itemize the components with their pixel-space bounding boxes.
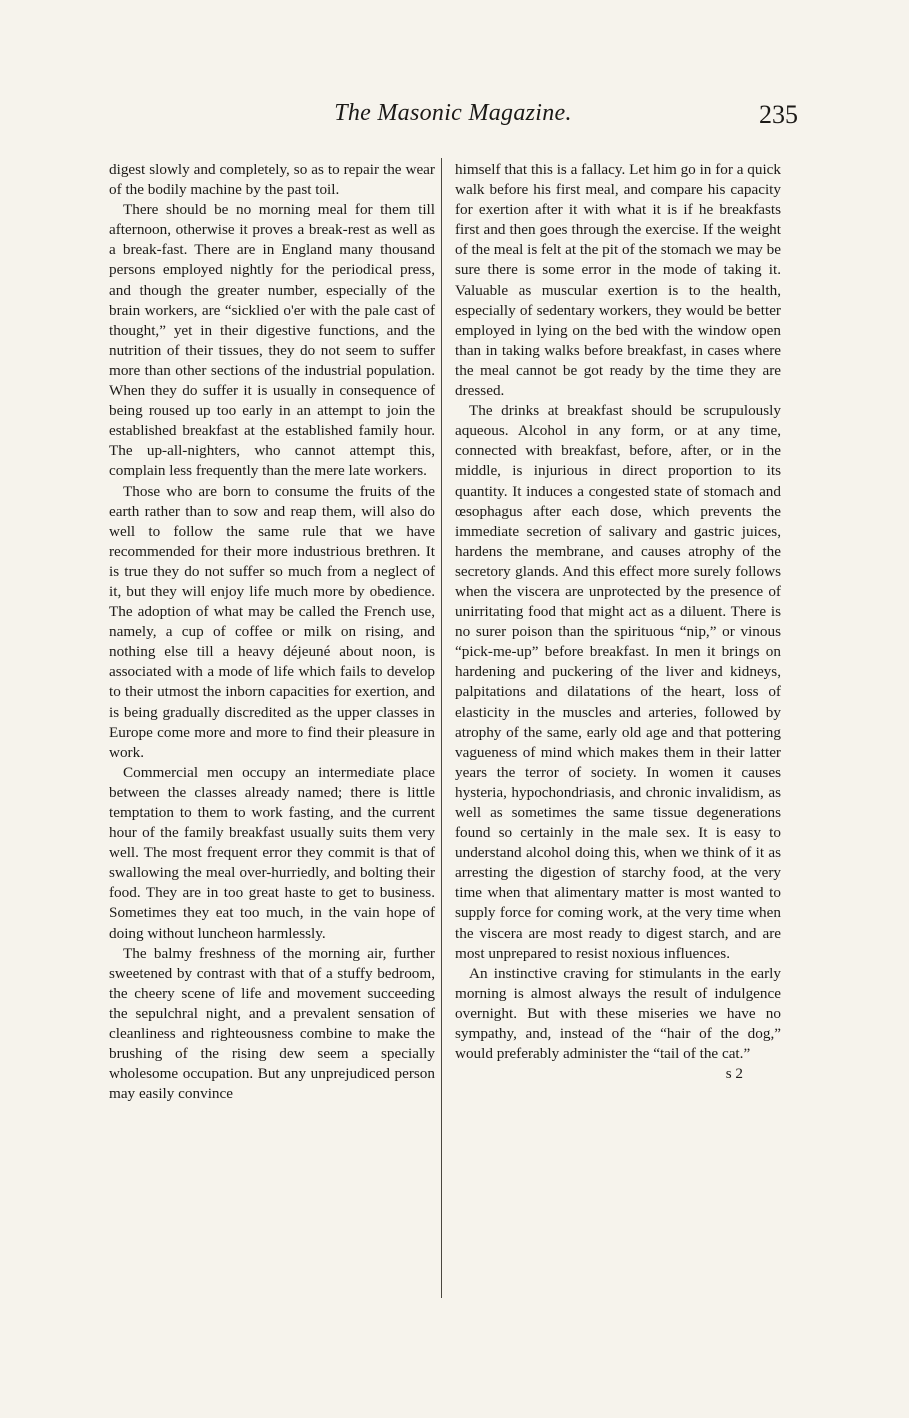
signature-mark: s 2 [725,1065,743,1083]
paragraph: himself that this is a fallacy. Let him go in for a quick walk before his first meal, and compare his capacity for exertion after it with what it is if he breakfasts first and then goes through the exercise. If the weight of the meal is felt at the pit of the stomach we may be sure there is some error in the mode of taking it. Valuable as muscular exertion is to the health, especially of sedentary workers, they would be better employed in lying on the bed with the window open than in taking walks before breakfast, in cases where the meal cannot be got ready by the time they are dressed. [455,161,782,400]
paragraph: Those who are born to consume the fruits of the earth rather than to sow and reap them, will also do well to follow the same rule that we have recommended for their more industrious brethren. It is true they do not suffer so much from a neglect of it, but they will enjoy life much more by obedience. The adoption of what may be called the French use, namely, a cup of coffee or milk on rising, and nothing else till a heavy déjeuné about noon, is associated with a mode of life which fails to develop to their utmost the inborn capacities for exertion, and is being gradually discredited as the upper classes in Europe come more and more to find their pleasure in work. [109,482,435,761]
paragraph: There should be no morning meal for them till afternoon, otherwise it proves a break-rest as well as a break-fast. There are in England many thousand persons employed nightly for the periodical press, and though the greater number, especially of the brain workers, are “sicklied o'er with the pale cast of thought,” yet in their digestive functions, and the nutrition of their tissues, they do not seem to suffer more than other sections of the industrial population. When they do suffer it is usually in consequence of being roused up too early in an attempt to join the established breakfast at the established family hour. The up-all-nighters, who cannot attempt this, complain less frequently than the mere late workers. [109,201,435,480]
journal-title: The Masonic Magazine. [334,100,572,126]
left-column [109,160,435,1104]
paragraph: The balmy freshness of the morning air, further sweetened by contrast with that of a stuffy bedroom, the cheery scene of life and movement succeeding the sepulchral night, and a prevalent sensation of cleanliness and righteousness combine to make the brushing of the rising dew seem a specially wholesome occupation. But any unprejudiced person may easily convince [109,944,435,1103]
paragraph: digest slowly and completely, so as to repair the wear of the bodily machine by the past toil. [109,161,435,199]
paragraph-text: An instinctive craving for stimulants in the early morning is almost always the result of indulgence overnight. But with these miseries we have no sympathy, and, instead of the “hair of the dog,” would preferably administer the “tail of the cat.” [455,964,781,1063]
column-divider [441,158,442,1298]
paragraph [455,964,781,1083]
paragraph: Commercial men occupy an intermediate place between the classes already named; there is little temptation to them to work fasting, and the current hour of the family breakfast usually suits them very well. The most frequent error they commit is that of swallowing the meal over-hurriedly, and bolting their food. They are in too great haste to get to business. Sometimes they eat too much, in the vain hope of doing without luncheon harmlessly. [109,763,435,942]
paragraph: The drinks at breakfast should be scrupulously aqueous. Alcohol in any form, or at any time, connected with breakfast, before, after, or in the middle, is injurious in direct proportion to its quantity. It induces a congested state of stomach and œsophagus after each dose, which prevents the immediate secretion of salivary and gastric juices, hardens the membrane, and causes atrophy of the secretory glands. And this effect more surely follows when the viscera are unprotected by the presence of unirritating food that might act as a diluent. There is no surer poison than the spirituous “nip,” or vinous “pick-me-up” before breakfast. In men it brings on hardening and puckering of the liver and kidneys, palpitations and dilatations of the heart, loss of elasticity in the muscles and arteries, followed by atrophy of the same, early old age and that pottering vagueness of mind which makes them in their latter years the terror of society. In women it causes hysteria, hypochondriasis, and chronic invalidism, as well as sometimes the same tissue degenerations found so certainly in the male sex. It is easy to understand alcohol doing this, when we think of it as arresting the digestion of starchy food, at the very time when that alimentary matter is most wanted to supply force for coming work, at the very time when the viscera are most ready to digest starch, and are most unprepared to resist noxious influences. [455,402,781,962]
page-number: 235 [759,100,798,129]
running-head [108,100,798,140]
right-column [455,160,781,1084]
